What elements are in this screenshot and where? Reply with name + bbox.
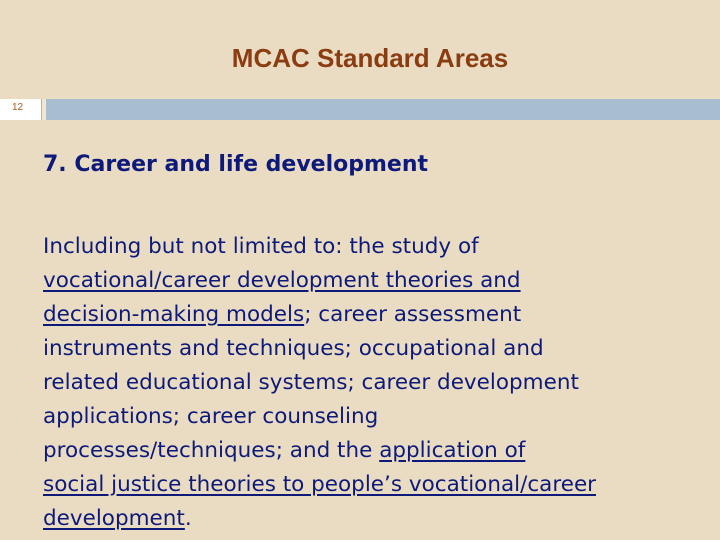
body-line xyxy=(43,298,693,332)
text-segment: processes/techniques; and the xyxy=(43,438,380,463)
body-line xyxy=(43,434,693,468)
underlined-text-segment: social justice theories to people’s vocational/career xyxy=(43,472,597,497)
underlined-text-segment: application of xyxy=(379,438,526,463)
section-heading: 7. Career and life development xyxy=(43,152,429,177)
body-line xyxy=(43,264,693,298)
body-line xyxy=(43,502,693,536)
text-segment: Including but not limited to: the study of xyxy=(43,234,479,259)
title-bar xyxy=(0,99,720,120)
slide-number: 12 xyxy=(12,102,24,113)
slide-number-box xyxy=(0,99,42,120)
body-line xyxy=(43,468,693,502)
text-segment: related educational systems; career development xyxy=(43,370,579,395)
body-line xyxy=(43,332,693,366)
text-segment: applications; career counseling xyxy=(43,404,379,429)
text-segment: . xyxy=(184,506,192,531)
text-segment: instruments and techniques; occupational and xyxy=(43,336,544,361)
blue-rule-bar xyxy=(46,99,720,120)
body-paragraph xyxy=(43,230,693,536)
body-line xyxy=(43,366,693,400)
underlined-text-segment: development xyxy=(43,506,185,531)
slide-title: MCAC Standard Areas xyxy=(231,43,509,73)
underlined-text-segment: decision-making models xyxy=(43,302,305,327)
body-line xyxy=(43,230,693,264)
text-segment: ; career assessment xyxy=(304,302,522,327)
underlined-text-segment: vocational/career development theories and xyxy=(43,268,521,293)
body-line xyxy=(43,400,693,434)
